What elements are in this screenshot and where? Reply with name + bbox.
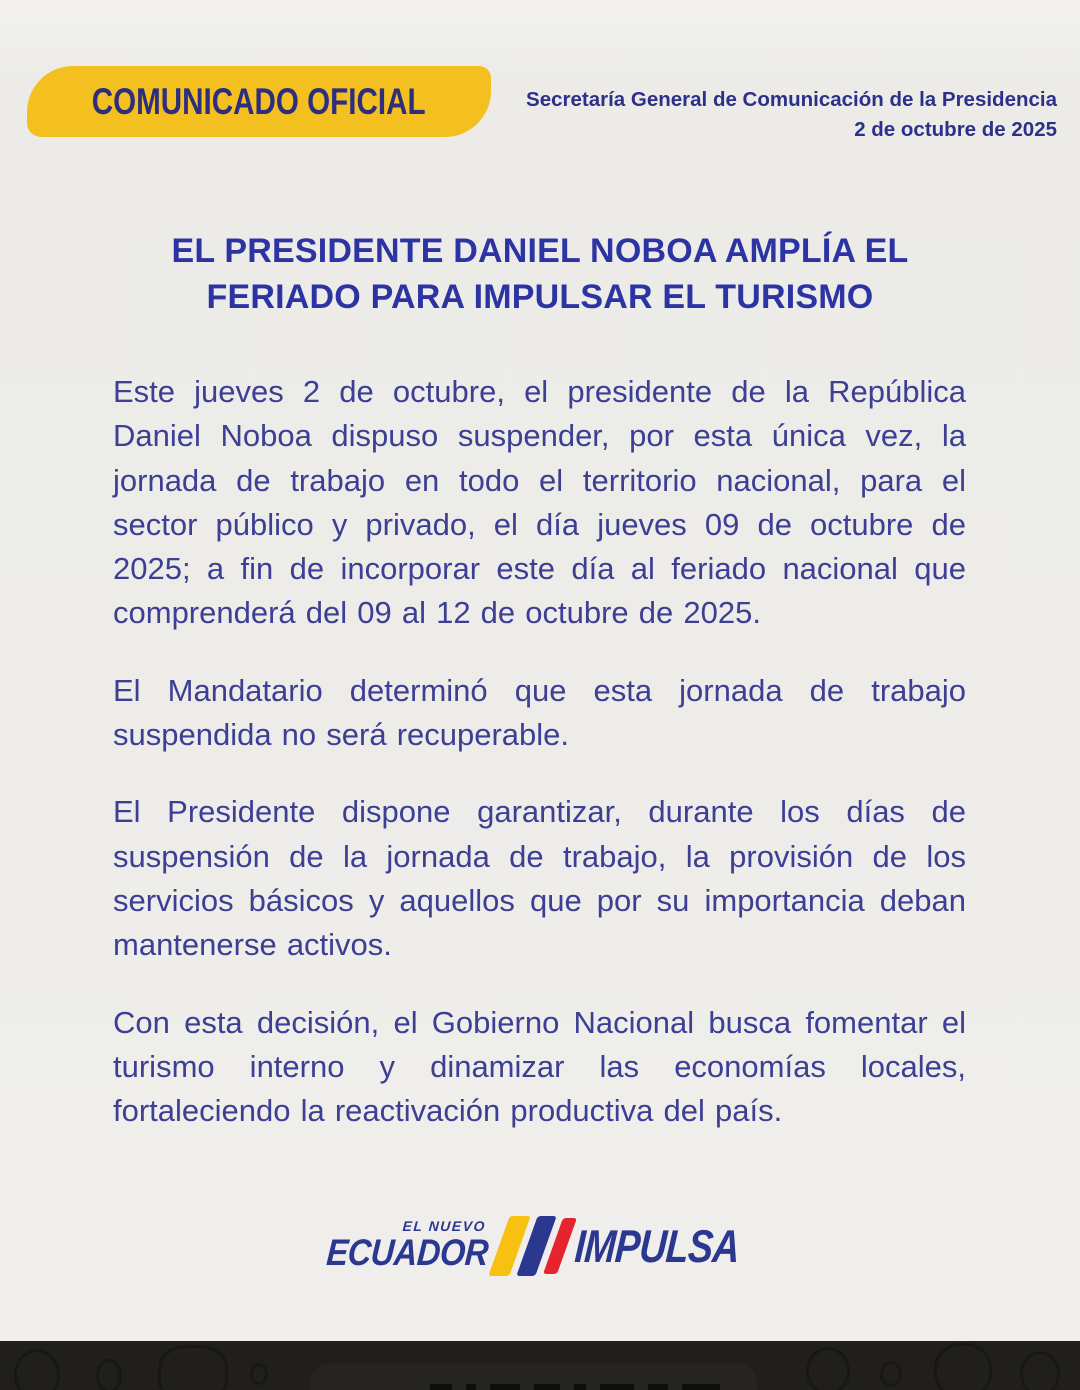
- wallpaper-doodle: [158, 1345, 228, 1390]
- badge-label: COMUNICADO OFICIAL: [92, 80, 426, 122]
- wallpaper-doodle: [880, 1361, 902, 1387]
- ecuador-impulsa-logo: [0, 1216, 1080, 1276]
- page-title: [0, 228, 1080, 320]
- issue-date: 2 de octubre de 2025: [854, 118, 1057, 141]
- paragraph-tourism-goal: Con esta decisión, el Gobierno Nacional busca fomentar el turismo interno y dinamizar las economías locales, fortaleciendo la reactivación productiva del país.: [113, 1004, 966, 1129]
- logo-tagline: EL NUEVO: [402, 1218, 487, 1234]
- wallpaper-doodle: [934, 1343, 992, 1390]
- wallpaper-doodle: [250, 1363, 268, 1385]
- wallpaper-doodle: [1020, 1351, 1060, 1390]
- page-title-line-2: FERIADO PARA IMPULSAR EL TURISMO: [206, 278, 874, 316]
- page-title-line-1: EL PRESIDENTE DANIEL NOBOA AMPLÍA EL: [171, 232, 909, 270]
- wallpaper-doodle: [96, 1359, 122, 1390]
- wallpaper-doodle: [806, 1347, 850, 1390]
- official-statement-badge: [27, 66, 491, 137]
- chat-wallpaper-strip: [0, 1341, 1080, 1390]
- communique-body: [113, 370, 966, 1133]
- cutoff-caption-text: [430, 1384, 790, 1390]
- wallpaper-doodle: [14, 1349, 60, 1390]
- paragraph-non-recoverable: El Mandatario determinó que esta jornada de trabajo suspendida no será recuperable.: [113, 672, 966, 753]
- issuer-name: Secretaría General de Comunicación de la Presidencia: [526, 88, 1057, 111]
- logo-impulsa-wordmark: IMPULSA: [572, 1220, 741, 1272]
- logo-ecuador-block: [303, 1218, 490, 1274]
- paragraph-basic-services: El Presidente dispone garantizar, durante los días de suspensión de la jornada de trabajo, la provisión de los servicios básicos y aquellos que por su importancia deban mantenerse activos.: [113, 794, 966, 963]
- header-issuer-block: [526, 85, 1057, 145]
- logo-lockup: [303, 1216, 777, 1276]
- flag-stripes-icon: [488, 1216, 577, 1276]
- paragraph-decree: Este jueves 2 de octubre, el presidente de la República Daniel Noboa dispuso suspender, por esta única vez, la jornada de trabajo en todo el territorio nacional, para el sector público y privado, el día jueves 09 de octubre de 2025; a fin de incorporar este día al feriado nacional que comprenderá del 09 al 12 de octubre de 2025.: [113, 374, 966, 631]
- logo-country-wordmark: ECUADOR: [325, 1232, 490, 1273]
